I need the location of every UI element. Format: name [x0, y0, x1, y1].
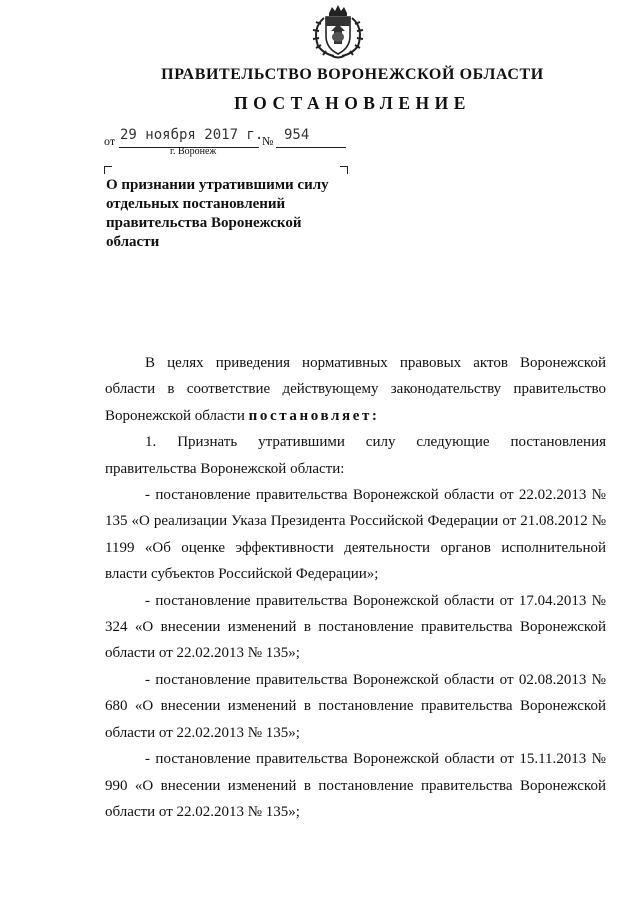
date-value: 29 ноября 2017 г. [120, 127, 264, 143]
document-type: ПОСТАНОВЛЕНИЕ [234, 93, 471, 113]
number-prefix: № [262, 134, 274, 148]
intro-paragraph [105, 350, 606, 429]
number-value: 954 [284, 127, 310, 143]
intro-text: В целях приведения нормативных правовых актов Воронежской области в соответствие действующему законодательству правительство Воронежской области [105, 355, 606, 424]
document-body [105, 350, 606, 825]
coat-of-arms-emblem [302, 4, 374, 60]
subject-bracket-left [104, 166, 112, 174]
document-subject: О признании утратившими силу отдельных постановлений правительства Воронежской области [106, 177, 329, 250]
list-item: - постановление правительства Воронежской области от 15.11.2013 № 990 «О внесении изменений в постановление правительства Воронежской области от 22.02.2013 № 135»; [105, 751, 606, 820]
point-1-paragraph: 1. Признать утратившими силу следующие постановления правительства Воронежской области: [105, 434, 606, 477]
intro-action: постановляет: [248, 407, 380, 424]
date-prefix: от [104, 134, 116, 148]
list-item: - постановление правительства Воронежской области от 17.04.2013 № 324 «О внесении изменений в постановление правительства Воронежской области от 22.02.2013 № 135»; [105, 592, 606, 662]
government-title: ПРАВИТЕЛЬСТВО ВОРОНЕЖСКОЙ ОБЛАСТИ [161, 66, 544, 83]
number-underline [276, 147, 346, 148]
city-label: г. Воронеж [170, 146, 217, 157]
list-item: - постановление правительства Воронежской области от 02.08.2013 № 680 «О внесении изменений в постановление правительства Воронежской области от 22.02.2013 № 135»; [105, 671, 606, 741]
subject-bracket-right [340, 166, 348, 174]
list-item: - постановление правительства Воронежской области от 22.02.2013 № 135 «О реализации Указа Президента Российской Федерации от 21.08.2012 № 1199 «Об оценке эффективности деятельности органов исполнительной власти субъектов Российской Федерации»; [105, 487, 606, 583]
